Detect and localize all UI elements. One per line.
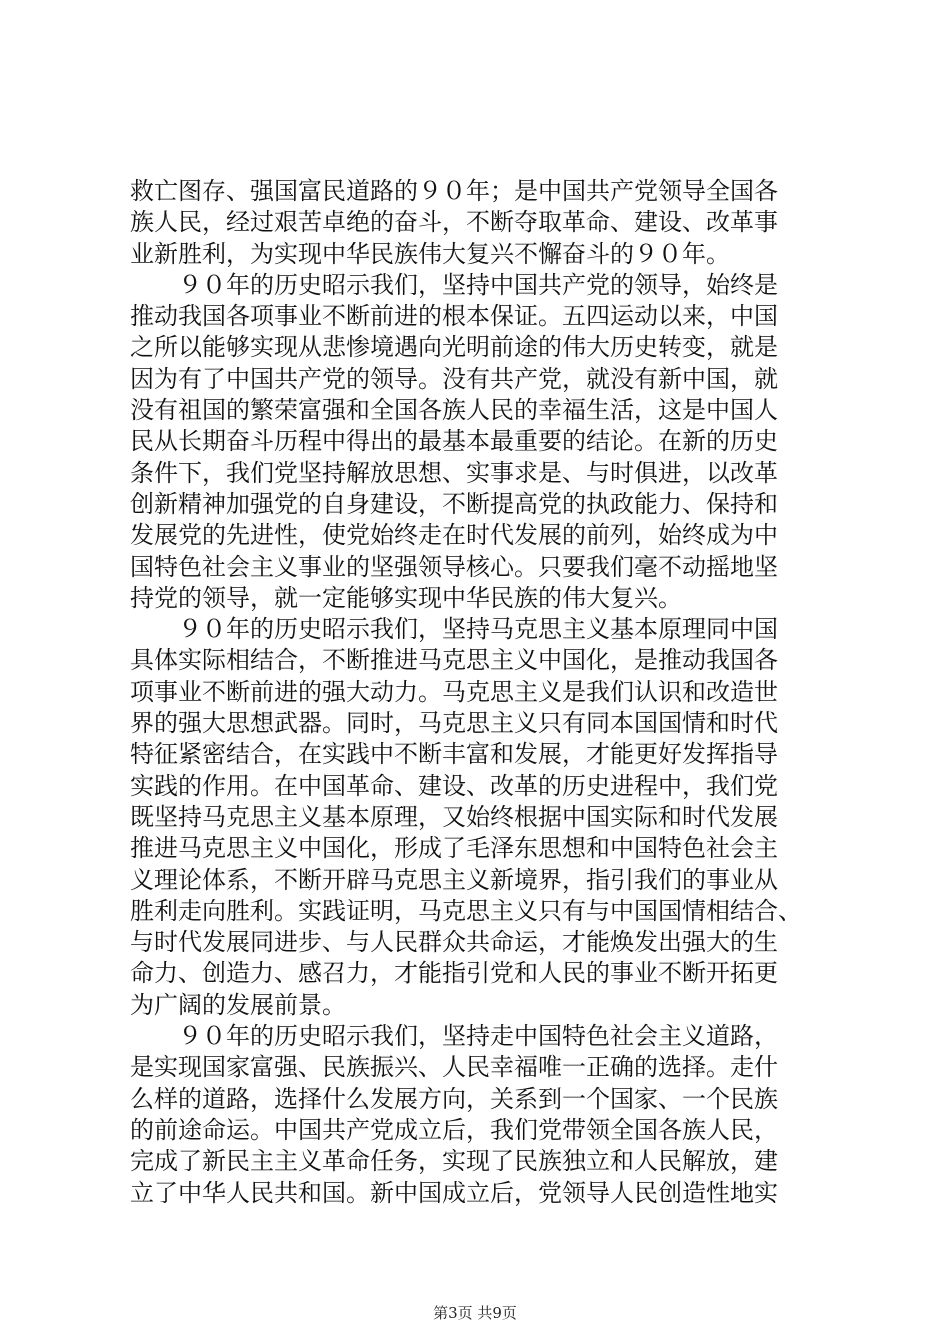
document-body [130,176,830,1209]
text-line: 为广阔的发展前景。 [130,990,346,1019]
text-line: 救亡图存、强国富民道路的９０年；是中国共产党领导全国各 [130,177,778,205]
text-line: 的前途命运。中国共产党成立后，我们党带领全国各族人民， [130,1115,778,1144]
text-line: 国特色社会主义事业的坚强领导核心。只要我们毫不动摇地坚 [130,552,778,581]
text-line: 条件下，我们党坚持解放思想、实事求是、与时俱进，以改革 [130,458,778,487]
text-line: 没有祖国的繁荣富强和全国各族人民的幸福生活，这是中国人 [130,396,778,425]
text-line: ９０年的历史昭示我们，坚持中国共产党的领导，始终是 [130,270,778,299]
text-line: 与时代发展同进步、与人民群众共命运，才能焕发出强大的生 [130,928,778,957]
text-line: 么样的道路，选择什么发展方向，关系到一个国家、一个民族 [130,1084,778,1113]
text-line: 义理论体系，不断开辟马克思主义新境界，指引我们的事业从 [130,865,778,894]
page-number-footer: 第3页 共9页 [433,1304,517,1322]
text-line: 民从长期奋斗历程中得出的最基本最重要的结论。在新的历史 [130,427,778,456]
text-line: 推进马克思主义中国化，形成了毛泽东思想和中国特色社会主 [130,834,778,863]
text-line: 命力、创造力、感召力，才能指引党和人民的事业不断开拓更 [130,959,778,988]
text-line: 立了中华人民共和国。新中国成立后，党领导人民创造性地实 [130,1178,778,1207]
text-line: 是实现国家富强、民族振兴、人民幸福唯一正确的选择。走什 [130,1053,778,1082]
text-line: 业新胜利，为实现中华民族伟大复兴不懈奋斗的９０年。 [130,239,730,268]
text-line: 发展党的先进性，使党始终走在时代发展的前列，始终成为中 [130,521,778,550]
text-line: ９０年的历史昭示我们，坚持马克思主义基本原理同中国 [130,615,778,644]
text-line: 持党的领导，就一定能够实现中华民族的伟大复兴。 [130,583,682,612]
text-line: 项事业不断前进的强大动力。马克思主义是我们认识和改造世 [130,677,778,706]
text-line: 界的强大思想武器。同时，马克思主义只有同本国国情和时代 [130,709,778,738]
text-line: 推动我国各项事业不断前进的根本保证。五四运动以来，中国 [130,302,778,331]
text-line: 因为有了中国共产党的领导。没有共产党，就没有新中国，就 [130,364,778,393]
text-line: 特征紧密结合，在实践中不断丰富和发展，才能更好发挥指导 [130,740,778,769]
text-line: 胜利走向胜利。实践证明，马克思主义只有与中国国情相结合、 [130,896,802,925]
text-line: 完成了新民主主义革命任务，实现了民族独立和人民解放，建 [130,1147,778,1176]
text-line: 之所以能够实现从悲惨境遇向光明前途的伟大历史转变，就是 [130,333,778,362]
text-line: 既坚持马克思主义基本原理，又始终根据中国实际和时代发展 [130,802,778,831]
text-line: 创新精神加强党的自身建设，不断提高党的执政能力、保持和 [130,489,778,518]
text-line: 族人民，经过艰苦卓绝的奋斗，不断夺取革命、建设、改革事 [130,208,778,237]
text-line: ９０年的历史昭示我们，坚持走中国特色社会主义道路， [130,1022,778,1051]
text-line: 具体实际相结合，不断推进马克思主义中国化，是推动我国各 [130,646,778,675]
text-line: 实践的作用。在中国革命、建设、改革的历史进程中，我们党 [130,771,778,800]
